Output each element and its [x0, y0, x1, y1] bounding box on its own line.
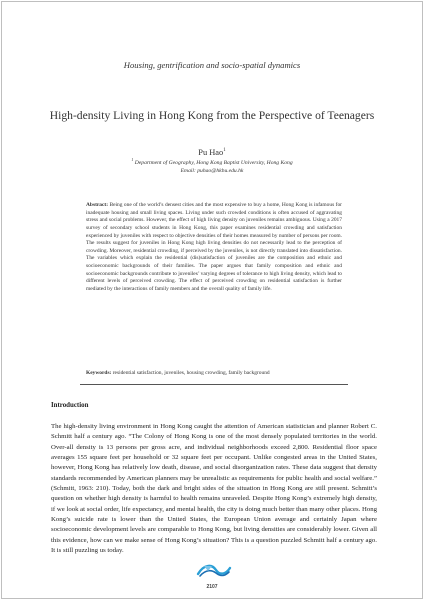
paper-page — [1, 1, 423, 599]
author-name: Pu Hao — [198, 148, 224, 157]
paper-title: High-density Living in Hong Kong from the Perspective of Teenagers — [49, 109, 375, 122]
introduction-body: The high-density living environment in Hong Kong caught the attention of American statistician and planner Robert C. Schmitt half a century ago. “The Colony of Hong Kong is one of the most densely populated territories in the world. Over-all density is 13 persons per gross acre, and individual neighborhoods exceed 2,800. Residential floor space averages 155 square feet per household or 32 square feet per occupant. Unlike congested areas in the United States, however, Hong Kong has relatively low death, disease, and social disorganization rates. These data suggest that density standards recommended by American planners may be unrealistic as requirements for public health and social welfare.” (Schmitt, 1963: 210). Today, both the dark and bright sides of the situation in Hong Kong are still present. Schmitt’s question on whether high density is harmful to health remains unraveled. Despite Hong Kong’s extremely high density, if we look at social order, life expectancy, and mental health, the city is doing much better than many other places. Hong Kong’s suicide rate is lower than the United States, the European Union average and certainly Japan where socioeconomic development levels are comparable to Hong Kong, but living densities are considerably lower. Given all this evidence, how can we make sense of Hong Kong’s situation? This is a question puzzled Schmitt half a century ago. It is still puzzling us today. — [51, 423, 377, 555]
author-line — [2, 148, 422, 157]
section-heading-introduction: Introduction — [51, 402, 89, 409]
running-head: Housing, gentrification and socio-spatial dynamics — [123, 60, 301, 70]
abstract — [86, 202, 342, 294]
page-number: 2107 — [206, 584, 218, 590]
conference-logo-icon — [194, 562, 234, 580]
keywords — [86, 370, 342, 378]
affiliation-mark: 1 — [131, 157, 134, 163]
keywords-text: residential satisfaction, juveniles, housing crowding, family background — [112, 370, 270, 376]
section-divider — [80, 384, 348, 385]
author-footnote-mark: 1 — [223, 148, 226, 154]
affiliation — [2, 157, 422, 175]
affiliation-department-line — [2, 157, 422, 168]
affiliation-email: Email: puhao@hkbu.edu.hk — [180, 167, 244, 174]
abstract-label: Abstract: — [86, 202, 109, 208]
affiliation-department: Department of Geography, Hong Kong Baptist University, Hong Kong — [134, 160, 293, 166]
keywords-label: Keywords: — [86, 370, 112, 376]
abstract-text: Being one of the world’s densest cities and the most expensive to buy a home, Hong Kong is infamous for inadequate housing and small living spaces. Living under such crowded conditions is often accused of aggravating stress and social problems. However, the effect of high living density on juveniles remains ambiguous. Using a 2017 survey of secondary school students in Hong Kong, this paper examines residential crowding and satisfaction experienced by juveniles with respect to objective densities of their homes measured by number of persons per room. The results suggest for juveniles in Hong Kong high living densities do not necessarily lead to the perception of crowding. Moreover, residential crowding, if perceived by the juveniles, is not directly translated into dissatisfaction. The variables which explain the residential (dis)satisfaction of juveniles are the composition and ethnic and socioeconomic backgrounds of their families. The paper argues that family composition and ethnic and socioeconomic backgrounds contribute to juveniles’ varying degrees of tolerance to high living density, which lead to different levels of perceived crowding. The effect of perceived crowding on residential satisfaction is further mediated by the interactions of family members and the overall quality of family life. — [86, 202, 342, 292]
